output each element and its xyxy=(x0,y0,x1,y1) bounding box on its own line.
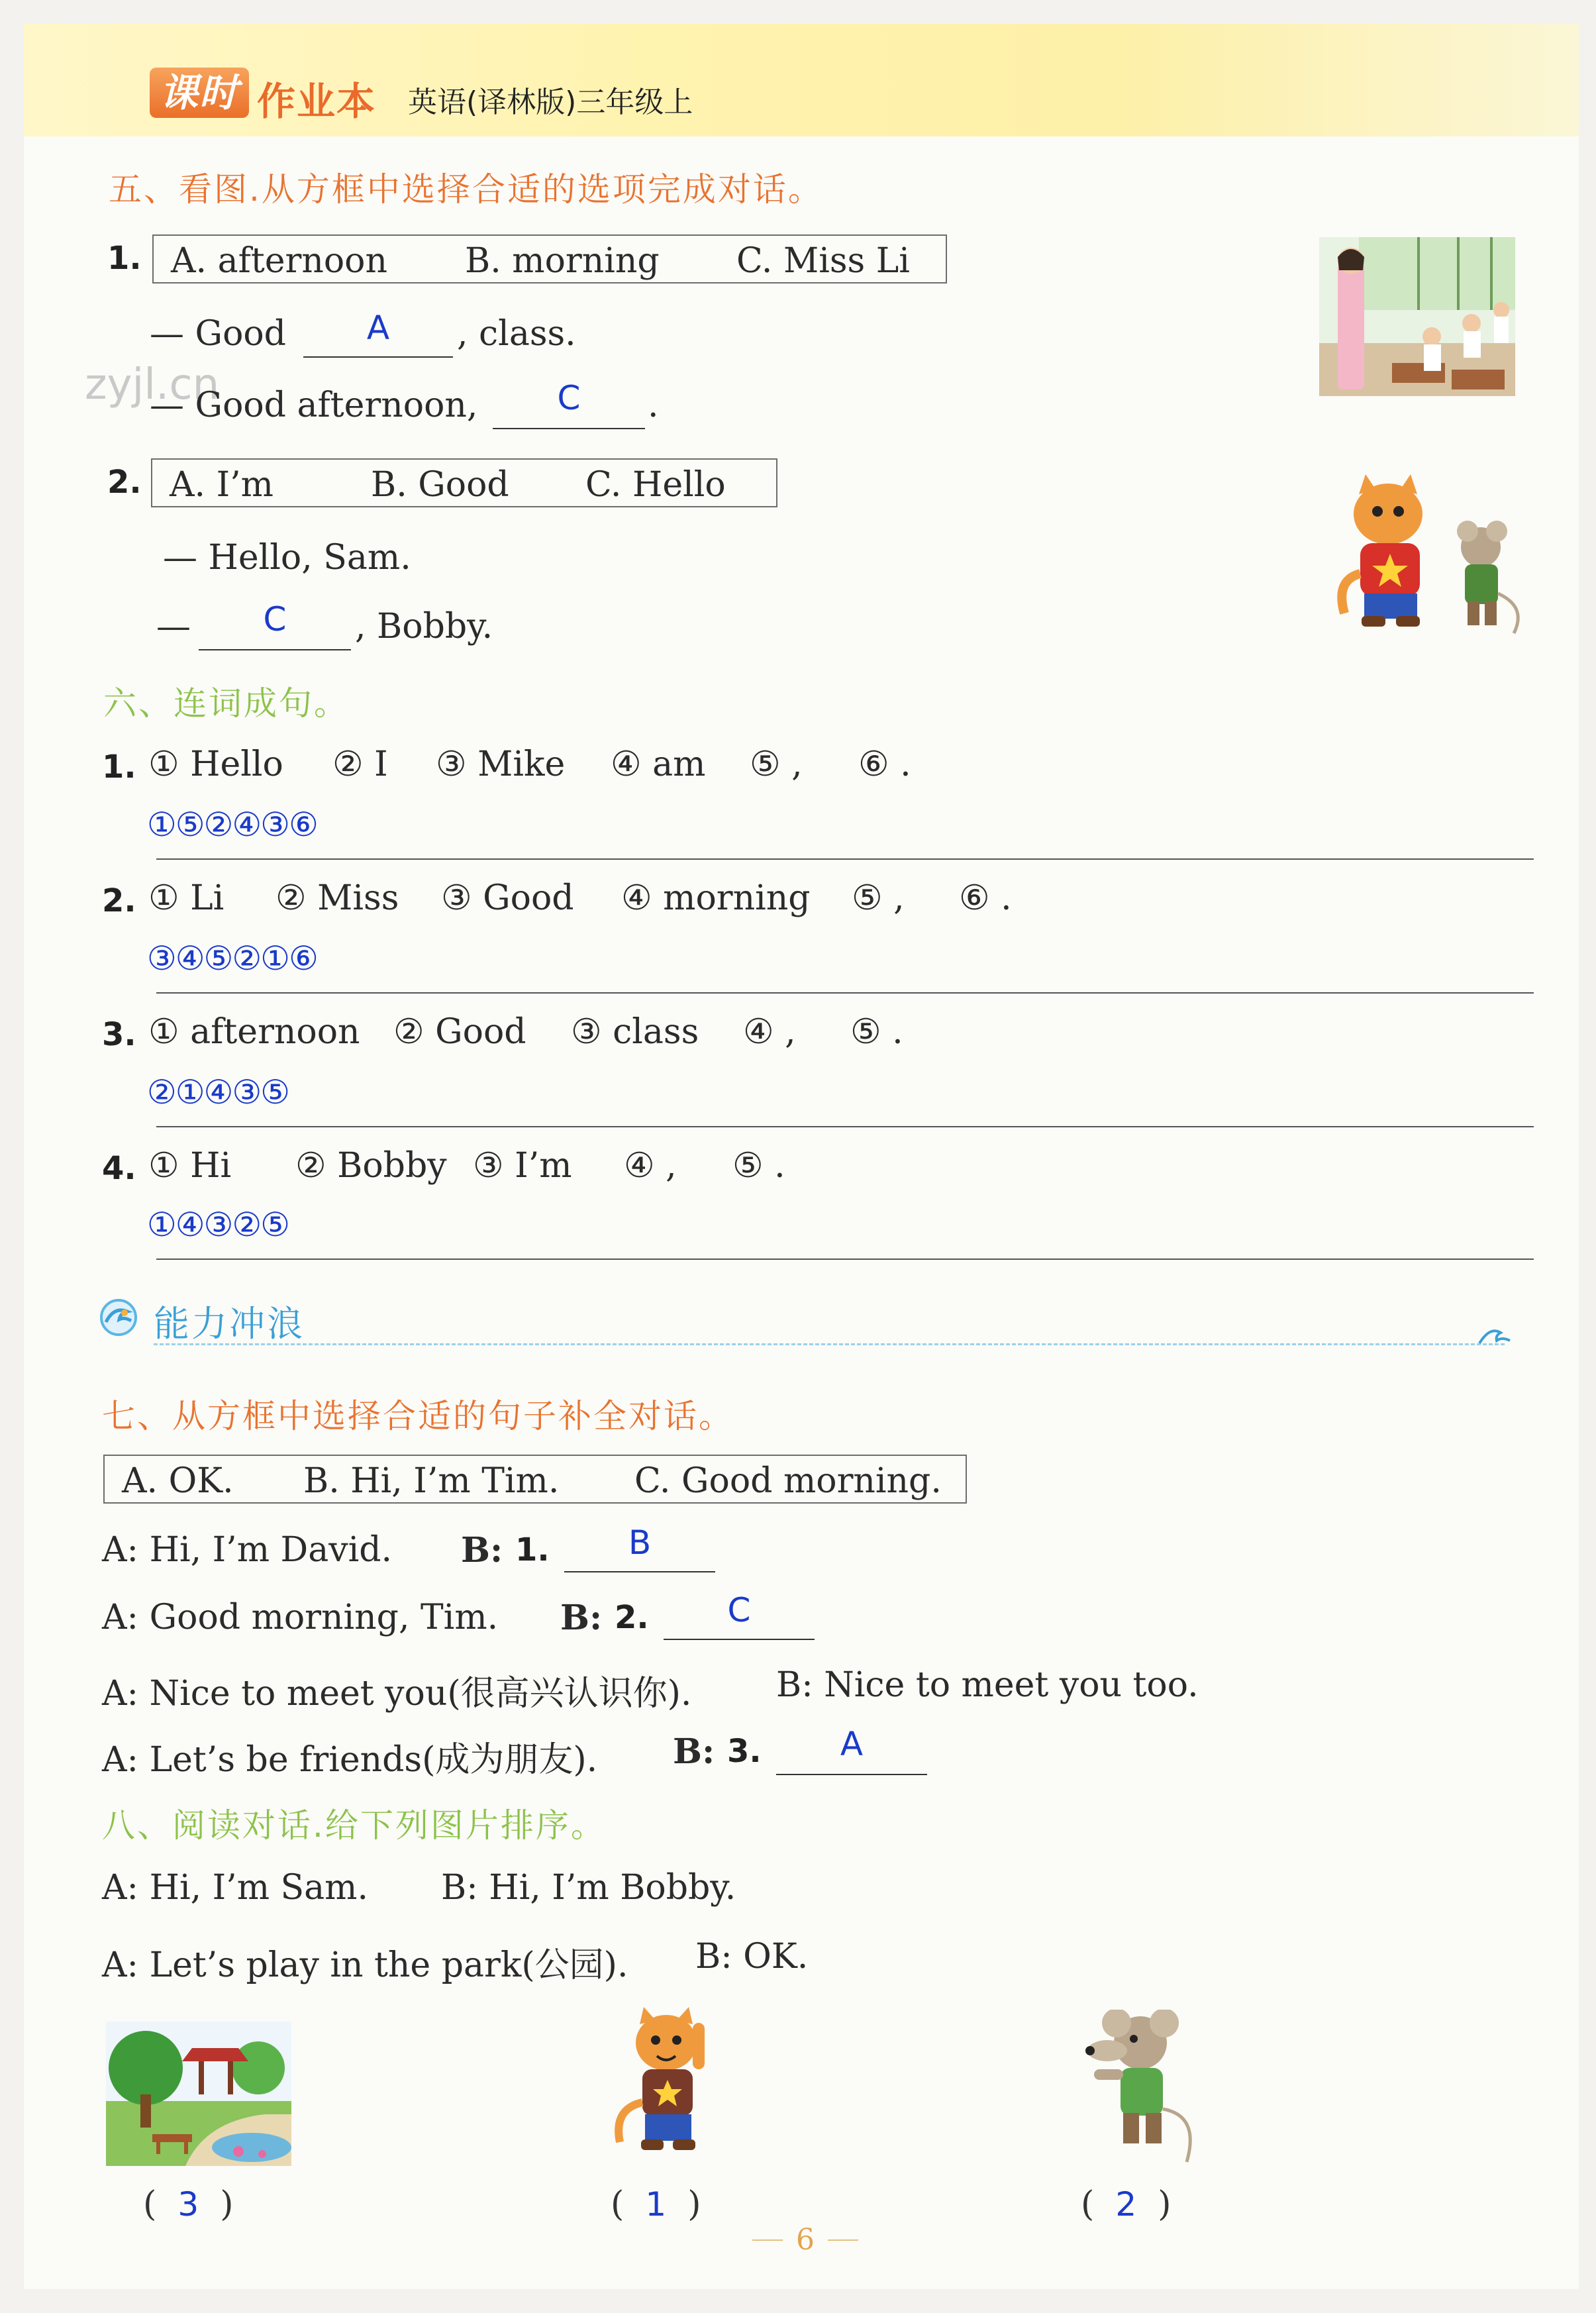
s7-line4-number: 3. xyxy=(727,1733,762,1770)
s6-item3-part4: ④ , xyxy=(743,1012,796,1052)
wave-end-icon xyxy=(1478,1323,1513,1347)
s8-paren-3[interactable]: ( 2 ) xyxy=(1081,2184,1172,2224)
s5-q1-blank2[interactable] xyxy=(493,428,645,429)
s8-paren-2[interactable]: ( 1 ) xyxy=(611,2184,701,2224)
s5-q1-line1-suffix: , class. xyxy=(457,314,576,354)
s7-line2-a: A: Good morning, Tim. xyxy=(102,1598,499,1637)
footer-line-right xyxy=(828,2239,858,2241)
s5-q1-number: 1. xyxy=(107,240,142,277)
s6-item3-answer-line[interactable] xyxy=(156,1126,1534,1127)
classroom-picture xyxy=(1319,237,1515,396)
s6-item2-part5: ⑤ , xyxy=(852,878,905,918)
s7-line4-b: B: xyxy=(673,1731,715,1772)
s7-blank1[interactable] xyxy=(564,1571,715,1572)
s6-item4-part1: ① Hi xyxy=(148,1146,232,1186)
s5-q2-line2-prefix: — xyxy=(156,607,191,646)
s6-item4-answer-line[interactable] xyxy=(156,1259,1534,1260)
s6-item2-number: 2. xyxy=(102,882,136,919)
s5-q1-option-b: B. morning xyxy=(465,241,660,281)
s5-q2-line1: — Hello, Sam. xyxy=(163,538,411,578)
s7-option-c: C. Good morning. xyxy=(634,1461,942,1501)
section5-title: 五、看图.从方框中选择合适的选项完成对话。 xyxy=(109,170,823,209)
s6-item2-part3: ③ Good xyxy=(441,878,574,918)
s6-item3-part5: ⑤ . xyxy=(850,1012,903,1052)
s8-answer-cat: 1 xyxy=(645,2185,667,2224)
s6-item2-part4: ④ morning xyxy=(621,878,811,918)
worksheet-page xyxy=(24,24,1579,2289)
s6-item1-part4: ④ am xyxy=(611,745,706,784)
s7-blank2[interactable] xyxy=(664,1639,815,1640)
s5-q2-answer: C xyxy=(263,600,287,639)
s5-q2-blank[interactable] xyxy=(199,649,351,650)
s7-option-b: B. Hi, I’m Tim. xyxy=(303,1461,560,1501)
s6-item4-part4: ④ , xyxy=(624,1146,677,1186)
cat-picture xyxy=(600,2003,726,2169)
s6-item4-answer: ①④③②⑤ xyxy=(147,1206,289,1244)
s5-q2-option-b: B. Good xyxy=(371,465,509,505)
s7-answer2: C xyxy=(727,1591,751,1629)
footer-line-left xyxy=(752,2239,783,2241)
s5-q1-line2-suffix: . xyxy=(648,386,659,425)
section8-title: 八、阅读对话.给下列图片排序。 xyxy=(102,1806,606,1845)
s6-item2-answer: ③④⑤②①⑥ xyxy=(147,939,317,978)
s8-line1-a: A: Hi, I’m Sam. xyxy=(102,1868,369,1908)
s7-option-a: A. OK. xyxy=(122,1461,234,1501)
s7-line1-b: B: xyxy=(461,1530,503,1570)
s6-item1-answer: ①⑤②④③⑥ xyxy=(147,805,317,844)
s5-q2-option-a: A. I’m xyxy=(170,465,274,505)
s8-line2-b: B: OK. xyxy=(695,1937,809,1977)
s8-answer-mouse: 2 xyxy=(1115,2185,1137,2224)
s8-paren-1[interactable]: ( 3 ) xyxy=(143,2184,234,2224)
s6-item1-part2: ② I xyxy=(332,745,388,784)
s5-q2-line2-suffix: , Bobby. xyxy=(355,607,493,646)
s6-item1-part6: ⑥ . xyxy=(858,745,911,784)
s7-line4-a: A: Let’s be friends(成为朋友). xyxy=(102,1740,598,1780)
s6-item2-part6: ⑥ . xyxy=(959,878,1012,918)
ability-banner-title: 能力冲浪 xyxy=(154,1303,305,1345)
s8-answer-park: 3 xyxy=(177,2185,199,2224)
s7-answer3: A xyxy=(840,1725,864,1763)
header-subtitle: 英语(译林版)三年级上 xyxy=(408,85,693,119)
section6-title: 六、连词成句。 xyxy=(103,684,349,723)
s6-item4-part3: ③ I’m xyxy=(473,1146,572,1186)
s7-line2-b: B: xyxy=(560,1598,603,1638)
s5-q1-answer1: A xyxy=(366,309,390,347)
s6-item3-answer: ②①④③⑤ xyxy=(147,1073,289,1111)
s6-item1-number: 1. xyxy=(102,748,136,786)
header-title: 作业本 xyxy=(257,79,377,124)
s6-item4-number: 4. xyxy=(102,1150,136,1187)
park-picture xyxy=(106,2022,291,2166)
s6-item3-part3: ③ class xyxy=(571,1012,699,1052)
s5-q1-answer2: C xyxy=(557,379,581,417)
page-number: 6 xyxy=(796,2223,815,2257)
s5-q2-number: 2. xyxy=(107,464,142,501)
ability-banner-line xyxy=(154,1343,1505,1345)
s6-item2-answer-line[interactable] xyxy=(156,992,1534,994)
s6-item1-part3: ③ Mike xyxy=(436,745,566,784)
s7-option-box xyxy=(103,1455,967,1504)
s5-q1-option-c: C. Miss Li xyxy=(736,241,910,281)
header-badge: 课时 xyxy=(150,68,249,118)
s6-item4-part5: ⑤ . xyxy=(732,1146,785,1186)
s5-q2-option-box xyxy=(151,458,777,507)
s5-q2-option-c: C. Hello xyxy=(585,465,726,505)
s6-item1-part1: ① Hello xyxy=(148,745,283,784)
s6-item1-answer-line[interactable] xyxy=(156,858,1534,860)
s7-line3-b: B: Nice to meet you too. xyxy=(776,1665,1199,1705)
s5-q1-option-box xyxy=(152,234,947,283)
s5-q1-line1-prefix: — Good xyxy=(150,314,286,354)
s6-item3-number: 3. xyxy=(102,1016,136,1053)
s8-line2-a: A: Let’s play in the park(公园). xyxy=(102,1945,628,1985)
s6-item1-part5: ⑤ , xyxy=(750,745,803,784)
surf-wave-icon xyxy=(98,1297,139,1338)
watermark: zyjl.cn xyxy=(85,360,220,409)
s6-item3-part2: ② Good xyxy=(393,1012,526,1052)
s5-q1-option-a: A. afternoon xyxy=(171,241,387,281)
s7-blank3[interactable] xyxy=(776,1774,927,1775)
s7-line2-number: 2. xyxy=(615,1599,649,1636)
cat-and-mouse-picture xyxy=(1335,474,1527,640)
s5-q1-line2-prefix: — Good afternoon, xyxy=(150,386,478,425)
s7-answer1: B xyxy=(628,1523,652,1562)
s6-item3-part1: ① afternoon xyxy=(148,1012,360,1052)
s6-item2-part1: ① Li xyxy=(148,878,224,918)
s7-line1-a: A: Hi, I’m David. xyxy=(102,1530,393,1570)
s7-line1-number: 1. xyxy=(515,1531,550,1568)
s7-line3-a: A: Nice to meet you(很高兴认识你). xyxy=(102,1674,692,1714)
s6-item2-part2: ② Miss xyxy=(275,878,399,918)
s6-item4-part2: ② Bobby xyxy=(295,1146,447,1186)
mouse-picture xyxy=(1068,2010,1207,2169)
section7-title: 七、从方框中选择合适的句子补全对话。 xyxy=(102,1397,734,1435)
s8-line1-b: B: Hi, I’m Bobby. xyxy=(441,1868,736,1908)
s5-q1-blank1[interactable] xyxy=(303,356,453,358)
